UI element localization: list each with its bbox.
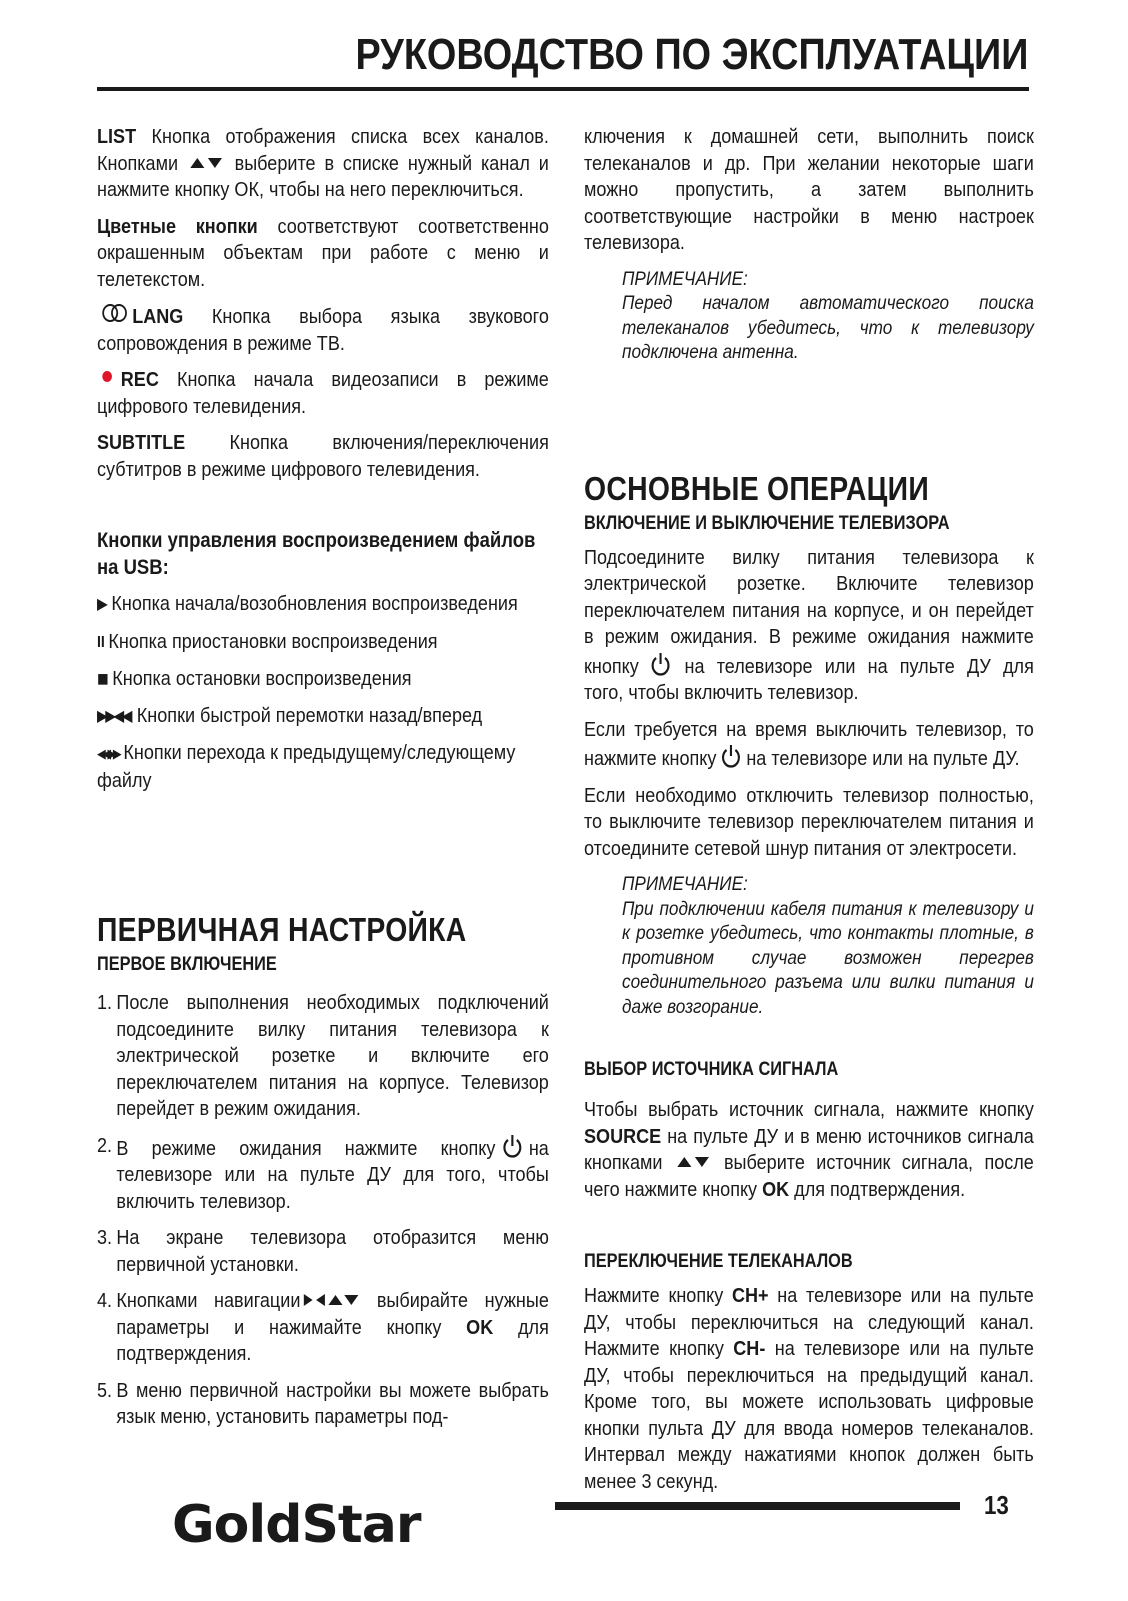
source-text: Чтобы выбрать источник сигнала, нажмите кнопку (584, 1098, 1034, 1121)
fast-forward-rewind-icon: ▶▶◀◀ (97, 707, 130, 725)
subsection-title-first-on: ПЕРВОЕ ВКЛЮЧЕНИЕ (97, 954, 277, 975)
usb-item-label: Кнопка приостановки воспроизведения (108, 629, 438, 653)
note-text: При подключении кабеля питания к телевизору и к розетке убедитесь, что контакты плотные, в противном случае возможен перегрев соединительного разъема или вилки питания и даже возгорание. (622, 897, 1034, 1018)
up-down-arrows-icon (676, 1155, 711, 1169)
right-column (584, 124, 1034, 1495)
usb-item-label: Кнопки быстрой перемотки назад/вперед (136, 703, 483, 727)
lang-text: Кнопка выбора языка звукового сопровождения в режиме ТВ. (97, 305, 549, 355)
ok-key: OK (466, 1315, 494, 1339)
subsection-title-channels: ПЕРЕКЛЮЧЕНИЕ ТЕЛЕКАНАЛОВ (584, 1251, 853, 1272)
power-icon (501, 1133, 524, 1161)
power-text: Подсоедините вилку питания телевизора к электрической розетке. Включите телевизор переключателем питания на корпусе, и он перейдет в режим ожидания. В режиме ожидания нажмите кнопку (584, 545, 1034, 678)
step-text-2: выбирайте нужные параметры и нажимайте кнопку (116, 1289, 549, 1339)
usb-item-stop (97, 666, 549, 693)
color-buttons-key: Цветные кнопки (97, 214, 258, 238)
ok-key: OK (762, 1177, 790, 1201)
subsection-title-source: ВЫБОР ИСТОЧНИКА СИГНАЛА (584, 1059, 839, 1080)
note-power-cable (622, 872, 1034, 1019)
source-paragraph (584, 1097, 1034, 1203)
list-key: LIST (97, 125, 137, 148)
page-header-title: РУКОВОДСТВО ПО ЭКСПЛУАТАЦИИ (355, 30, 1028, 79)
step-number: 4. (97, 1289, 113, 1312)
goldstar-logo: GoldStar (172, 1495, 421, 1555)
lang-key: LANG (132, 305, 184, 328)
note-label: ПРИМЕЧАНИЕ: (622, 267, 748, 290)
power-text-2: на телевизоре или на пульте ДУ. (746, 747, 1020, 770)
ch-minus-key: CH- (733, 1337, 766, 1360)
usb-item-skip (97, 740, 549, 794)
channels-text-3: на телевизоре или на пульте ДУ, чтобы переключиться на предыдущий канал. Кроме того, вы можете использовать цифровые кнопки пульта ДУ для ввода номеров телеканалов. Интервал между нажатиями кнопок должен быть менее 3 секунд. (584, 1337, 1034, 1493)
ch-plus-key: CH+ (731, 1284, 769, 1307)
stop-icon: ■ (97, 666, 109, 691)
step-number: 2. (97, 1133, 113, 1157)
step-2 (97, 1133, 549, 1216)
source-key: SOURCE (584, 1124, 662, 1148)
color-buttons-text: соответствуют соответственно окрашенным объектам при работе с меню и телетекстом. (97, 214, 549, 291)
usb-controls-heading: Кнопки управления воспроизведением файлов на USB: (97, 529, 536, 579)
list-text-2: выберите в списке нужный канал и нажмите кнопку ОК, чтобы на него переключиться. (97, 151, 549, 201)
record-dot-icon (102, 371, 112, 382)
footer-rule (555, 1502, 960, 1510)
pause-icon: II (97, 633, 105, 651)
step-text: В режиме ожидания нажмите кнопку (116, 1136, 496, 1160)
continued-paragraph: ключения к домашней сети, выполнить поиск телеканалов и др. При желании некоторые шаги можно пропустить, а затем выполнить соответствующие настройки в меню настроек телевизора. (584, 125, 1034, 254)
rec-paragraph (97, 367, 549, 420)
section-title-basic-operations: ОСНОВНЫЕ ОПЕРАЦИИ (584, 469, 929, 507)
subsection-title-power: ВКЛЮЧЕНИЕ И ВЫКЛЮЧЕНИЕ ТЕЛЕВИЗОРА (584, 512, 950, 534)
list-text: Кнопка отображения списка всех каналов. Кнопками (97, 125, 549, 175)
list-paragraph (97, 124, 549, 204)
channels-text: Нажмите кнопку (584, 1284, 732, 1307)
up-down-arrows-icon (189, 156, 224, 170)
note-label: ПРИМЕЧАНИЕ: (622, 873, 748, 895)
step-text: Кнопками навигации (116, 1289, 301, 1312)
step-3 (97, 1225, 549, 1278)
rec-key: REC (120, 368, 159, 391)
step-text: После выполнения необходимых подключений подсоедините вилку питания телевизора к электрической розетке и включите его переключателем питания на корпусе. Телевизор перейдет в режим ожидания. (116, 991, 549, 1120)
usb-item-label: Кнопка начала/возобновления воспроизведения (111, 592, 518, 615)
step-1 (97, 990, 549, 1123)
usb-item-seek (97, 703, 549, 731)
source-text-4: для подтверждения. (789, 1177, 966, 1201)
step-4 (97, 1288, 549, 1368)
power-paragraph-3: Если необходимо отключить телевизор полностью, то выключите телевизор переключателем питания и отсоедините сетевой шнур питания от электросети. (584, 783, 1034, 860)
step-text: На экране телевизора отобразится меню первичной установки. (116, 1226, 549, 1276)
power-paragraph-2 (584, 717, 1034, 773)
play-icon: ▶ (97, 596, 108, 613)
power-text: Если требуется на время выключить телевизор, то нажмите кнопку (584, 717, 1034, 770)
power-icon (720, 743, 743, 771)
page-number: 13 (984, 1490, 1009, 1520)
channels-text-2: на телевизоре или на пульте ДУ, чтобы переключиться на следующий канал. Нажмите кнопку (584, 1284, 1034, 1360)
lang-paragraph (97, 303, 549, 357)
note-text: Перед началом автоматического поиска телеканалов убедитесь, что к телевизору подключена антенна. (622, 292, 1034, 363)
subtitle-text: Кнопка включения/переключения субтитров в режиме цифрового телевидения. (97, 431, 549, 481)
subtitle-key: SUBTITLE (97, 431, 186, 454)
step-5 (97, 1378, 549, 1431)
step-number: 1. (97, 991, 113, 1014)
color-buttons-paragraph (97, 214, 549, 294)
rec-text: Кнопка начала видеозаписи в режиме цифрового телевидения. (97, 368, 549, 418)
section-title-initial-setup: ПЕРВИЧНАЯ НАСТРОЙКА (97, 911, 467, 948)
power-icon (649, 651, 672, 679)
usb-item-label: Кнопка остановки воспроизведения (112, 667, 412, 690)
power-paragraph-1 (584, 545, 1034, 707)
step-text-3: для подтверждения. (116, 1315, 549, 1365)
subtitle-paragraph (97, 430, 549, 483)
usb-item-play (97, 591, 549, 619)
usb-item-pause (97, 629, 549, 657)
note-antenna (622, 267, 1034, 365)
source-text-3: выберите источник сигнала, после чего нажмите кнопку (584, 1151, 1034, 1201)
power-text-2: на телевизоре или на пульте ДУ для того, чтобы включить телевизор. (584, 654, 1034, 704)
source-text-2: на пульте ДУ и в меню источников сигнала кнопками (584, 1124, 1034, 1174)
step-number: 3. (97, 1226, 113, 1249)
navigation-arrows-icon (302, 1293, 360, 1307)
prev-next-icon: ◀◀▶▶ (97, 746, 119, 761)
header-rule (97, 87, 1029, 91)
left-column (97, 124, 549, 1441)
step-text: В меню первичной настройки вы можете выбрать язык меню, установить параметры под- (116, 1378, 549, 1428)
channels-paragraph (584, 1283, 1034, 1495)
audio-lang-icon (101, 303, 129, 323)
step-number: 5. (97, 1378, 113, 1402)
usb-item-label: Кнопки перехода к предыдущему/следующему файлу (97, 741, 516, 792)
step-text-2: на телевизоре или на пульте ДУ для того, чтобы включить телевизор. (116, 1136, 549, 1213)
